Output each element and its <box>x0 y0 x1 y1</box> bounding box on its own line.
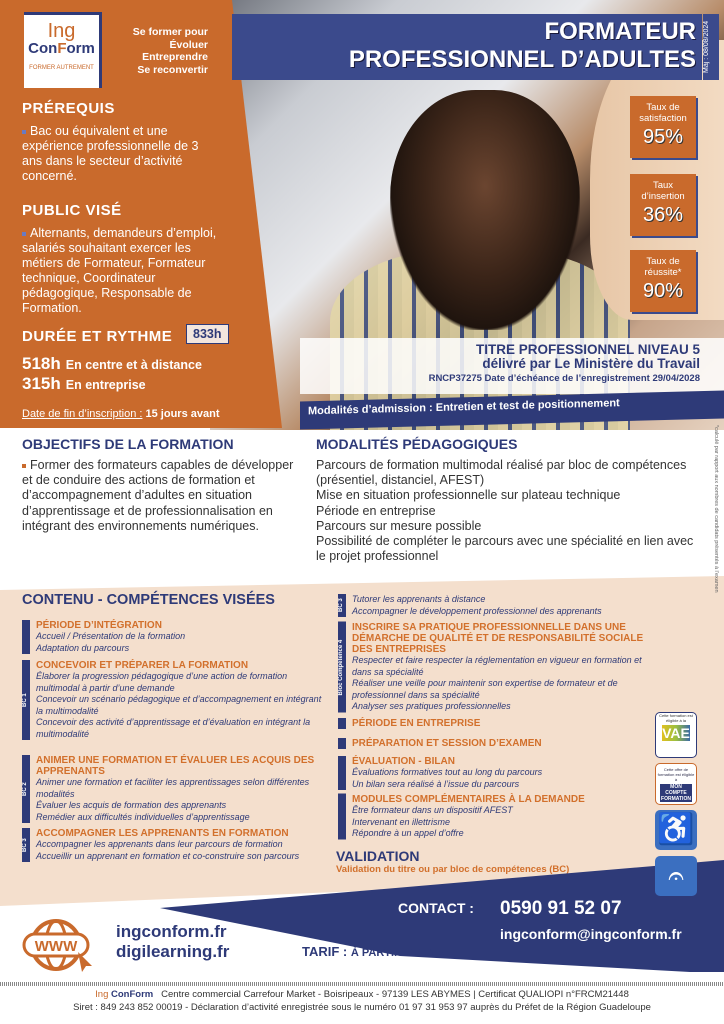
block-tag <box>338 718 346 729</box>
stat-value: 36% <box>642 204 684 226</box>
logo-line1: Ing <box>47 20 76 42</box>
block-item: Élaborer la progression pédagogique d’une action de formation multimodal à partir d’une demande <box>36 671 288 693</box>
footer <box>0 988 724 1014</box>
contact-email[interactable]: ingconform@ingconform.fr <box>500 926 682 942</box>
logo <box>24 12 102 88</box>
block-item: Accompagner les apprenants dans leur parcours de formation <box>36 839 283 849</box>
footer-legal: Siret : 849 243 852 00019 - Déclaration d’activité enregistrée sous le numéro 01 97 31 953 97 auprès du Préfet de la Région Guadeloupe <box>73 1002 651 1013</box>
modalites-line: Période en entreprise <box>316 503 436 518</box>
modalites-line: Possibilité de compléter le parcours avec une spécialité en lien avec le projet professionnel <box>316 534 694 564</box>
footer-brand: ConForm <box>111 989 154 1000</box>
block-tag <box>338 794 346 840</box>
tarif <box>302 944 452 959</box>
prerequis-text <box>22 124 212 184</box>
block-item: Intervenant en illettrisme <box>352 816 451 827</box>
block-title: ANIMER UNE FORMATION ET ÉVALUER LES ACQUIS DES APPRENANTS <box>36 755 315 777</box>
stat-label: réussite* <box>644 267 682 278</box>
www-globe-icon <box>22 918 94 972</box>
block-title: ÉVALUATION - BILAN <box>352 756 455 767</box>
modalites-line: Parcours de formation multimodal réalisé par bloc de compétences (présentiel, distanciel, AFEST) <box>316 458 687 488</box>
hours-value: 315h <box>22 374 61 393</box>
cpf-logo: MON COMPTE FORMATION <box>661 784 691 802</box>
stat-satisfaction <box>630 96 696 158</box>
website-link[interactable]: digilearning.fr <box>116 942 230 961</box>
block-item: Un bilan sera réalisé à l’issue du parcours <box>352 778 520 789</box>
competence-block <box>338 738 638 749</box>
bullet-icon <box>22 130 26 134</box>
block-title: INSCRIRE SA PRATIQUE PROFESSIONNELLE DANS UNE DÉMARCHE DE QUALITÉ ET DE RESPONSABILITÉ SOCIALE DES ENTREPRISES <box>352 622 644 655</box>
public-heading: PUBLIC VISÉ <box>22 202 122 219</box>
title-banner <box>232 14 702 80</box>
stat-label: satisfaction <box>639 113 687 124</box>
www-label: WWW <box>34 938 78 955</box>
public-text <box>22 226 227 316</box>
footnote: *calculé par rapport aux nombres de candidats présentés à l’examen <box>713 425 719 593</box>
block-item: Être formateur dans un dispositif AFEST <box>352 805 513 815</box>
divider <box>0 982 724 986</box>
logo-part: orm <box>66 40 95 57</box>
block-tag <box>22 620 30 654</box>
total-hours-badge: 833h <box>186 324 229 344</box>
competence-block <box>338 794 638 840</box>
deadline-value: 15 jours avant <box>145 408 220 420</box>
competence-block <box>22 620 322 654</box>
vae-logo: VAE <box>662 725 690 741</box>
hours-row <box>22 354 202 374</box>
block-title: PÉRIODE D’INTÉGRATION <box>36 620 162 631</box>
tagline-line: Évoluer <box>169 38 208 51</box>
modalites-line: Parcours sur mesure possible <box>316 518 482 533</box>
deadline-label: Date de fin d’inscription : <box>22 408 143 420</box>
websites <box>116 922 229 962</box>
stat-label: Taux <box>652 180 674 191</box>
wheelchair-accessibility-icon: ♿ <box>655 810 697 850</box>
logo-part: F <box>57 40 67 57</box>
block-item: Évaluer les acquis de formation des apprenants <box>36 800 227 810</box>
competence-block <box>338 718 638 729</box>
block-tag <box>338 756 346 790</box>
objectives-section <box>22 436 300 534</box>
page-subtitle: PROFESSIONNEL D’ADULTES <box>348 46 696 73</box>
tagline-line: Se former pour <box>132 26 208 38</box>
stat-label: Taux de <box>646 102 680 113</box>
competence-block <box>338 622 658 713</box>
footer-line1 <box>0 988 724 1001</box>
block-item: Réaliser une veille pour maintenir son expertise de formateur et de professionnel dans sa spécialité <box>352 678 618 700</box>
block-item: Analyser ses pratiques professionnelles <box>352 701 511 711</box>
block-item: Évaluations formatives tout au long du parcours <box>352 767 543 777</box>
tagline <box>110 26 208 76</box>
public-body: Alternants, demandeurs d’emploi, salariés souhaitant exercer les métiers de Formateur, Formateur technique, Coordinateur pédagogique, Responsable de Formation. <box>22 226 217 315</box>
validation-heading: VALIDATION <box>336 848 420 864</box>
stat-reussite <box>630 250 696 312</box>
block-item: Respecter et faire respecter la réglementation en vigueur en formation et dans sa spécialité <box>352 655 642 677</box>
level-title: TITRE PROFESSIONNEL NIVEAU 5 <box>475 342 700 357</box>
block-tag: BC 1 <box>22 660 30 740</box>
cpf-badge <box>655 763 697 805</box>
competence-block <box>22 660 322 740</box>
block-title: ACCOMPAGNER LES APPRENANTS EN FORMATION <box>36 828 289 839</box>
block-title: PRÉPARATION ET SESSION D’EXAMEN <box>352 738 542 749</box>
block-item: Concevoir un scénario pédagogique et d’accompagnement en intégrant la multimodalité <box>36 694 322 716</box>
objectives-text <box>22 458 300 534</box>
page-title: FORMATEUR <box>544 18 696 45</box>
objectives-body: Former des formateurs capables de développer et de conduire des actions de formation et d’accompagnement d’adultes en situation d’apprentissage et de professionnalisation en intégrant des environnements numériques. <box>22 458 294 533</box>
block-item: Répondre à un appel d’offre <box>352 828 464 838</box>
hours-row <box>22 374 146 394</box>
logo-part: Con <box>28 40 58 57</box>
admission-banner: Modalités d’admission : Entretien et test de positionnement <box>300 390 724 429</box>
contact-phone[interactable]: 0590 91 52 07 <box>500 898 622 919</box>
block-title: MODULES COMPLÉMENTAIRES À LA DEMANDE <box>352 794 585 805</box>
tarif-label: TARIF : <box>302 944 348 959</box>
stat-insertion <box>630 174 696 236</box>
stat-value: 95% <box>642 126 684 148</box>
block-tag: BC 2 <box>22 755 30 823</box>
modalites-heading: MODALITÉS PÉDAGOGIQUES <box>316 436 518 452</box>
block-tag <box>338 738 346 749</box>
stat-label: d’insertion <box>641 191 685 202</box>
bullet-icon <box>22 232 26 236</box>
title-level-banner <box>300 338 724 394</box>
hours-label: En entreprise <box>65 378 146 392</box>
block-item: Animer une formation et faciliter les apprentissages selon différentes modalités <box>36 777 310 799</box>
block-tag: BC 3 <box>22 828 30 862</box>
block-item: Remédier aux difficultés individuelles d’apprentissage <box>36 811 250 822</box>
vae-caption: Cette formation est éligible à la <box>659 713 693 723</box>
update-date: Màj : 08/08/2024 <box>703 14 719 80</box>
tagline-line: Entreprendre <box>142 51 208 63</box>
bullet-icon <box>22 464 26 468</box>
stat-label: Taux de <box>646 256 680 267</box>
contact-label: CONTACT : <box>398 900 474 916</box>
modalites-section <box>316 436 696 564</box>
footer-address: Centre commercial Carrefour Market - Boisripeaux - 97139 LES ABYMES | Certificat QUALIOPI n°FRCM21448 <box>161 989 629 1000</box>
validation-section <box>336 848 569 875</box>
block-item: Concevoir des activité d’apprentissage et d’évaluation en intégrant la multimodalité <box>36 717 311 739</box>
competence-block <box>22 755 322 823</box>
hours-label: En centre et à distance <box>65 358 202 372</box>
footer-brand: Ing <box>95 989 109 1000</box>
block-item: Accueillir un apprenant en formation et co-construire son parcours <box>36 850 300 861</box>
prerequis-body: Bac ou équivalent et une expérience professionnelle de 3 ans dans le secteur d’activité concerné. <box>22 124 199 183</box>
validation-text: Validation du titre ou par bloc de compétences (BC) <box>336 864 570 875</box>
modalites-line: Mise en situation professionnelle sur plateau technique <box>316 488 621 503</box>
block-item: Adaptation du parcours <box>36 642 130 653</box>
duree-heading: DURÉE ET RYTHME <box>22 328 173 345</box>
vae-badge <box>655 712 697 758</box>
website-link[interactable]: ingconform.fr <box>116 922 227 941</box>
block-tag: Bloc Compétence 4 <box>338 622 346 713</box>
competence-block <box>338 756 638 790</box>
prerequis-heading: PRÉREQUIS <box>22 100 115 117</box>
objectives-heading: OBJECTIFS DE LA FORMATION <box>22 436 234 452</box>
block-item: Accompagner le développement professionnel des apprenants <box>352 605 602 616</box>
logo-slogan: FORMER AUTREMENT <box>29 65 94 71</box>
logo-line2 <box>24 41 99 57</box>
tagline-line: Se reconvertir <box>137 63 208 76</box>
hours-value: 518h <box>22 354 61 373</box>
photo-person <box>390 90 580 330</box>
block-tag: BC 3 <box>338 594 346 617</box>
cpf-caption: Cette offre de formation est éligible à <box>657 767 695 782</box>
stat-value: 90% <box>642 280 684 302</box>
competence-block <box>22 828 322 862</box>
level-issuer: délivré par Le Ministère du Travail <box>482 356 700 371</box>
block-title: PÉRIODE EN ENTREPRISE <box>352 718 481 729</box>
hearing-accessibility-icon: 𝄐 <box>655 856 697 896</box>
deadline <box>22 408 220 420</box>
tarif-value: À PARTIR DE 12€/h <box>350 947 452 959</box>
block-item: Accueil / Présentation de la formation <box>36 631 186 641</box>
block-title: CONCEVOIR ET PRÉPARER LA FORMATION <box>36 660 249 671</box>
competence-block <box>338 594 678 617</box>
content-heading: CONTENU - COMPÉTENCES VISÉES <box>22 592 275 608</box>
block-item: Tutorer les apprenants à distance <box>352 594 486 604</box>
rncp-info: RNCP37275 Date d’échéance de l’enregistrement 29/04/2028 <box>428 373 700 384</box>
